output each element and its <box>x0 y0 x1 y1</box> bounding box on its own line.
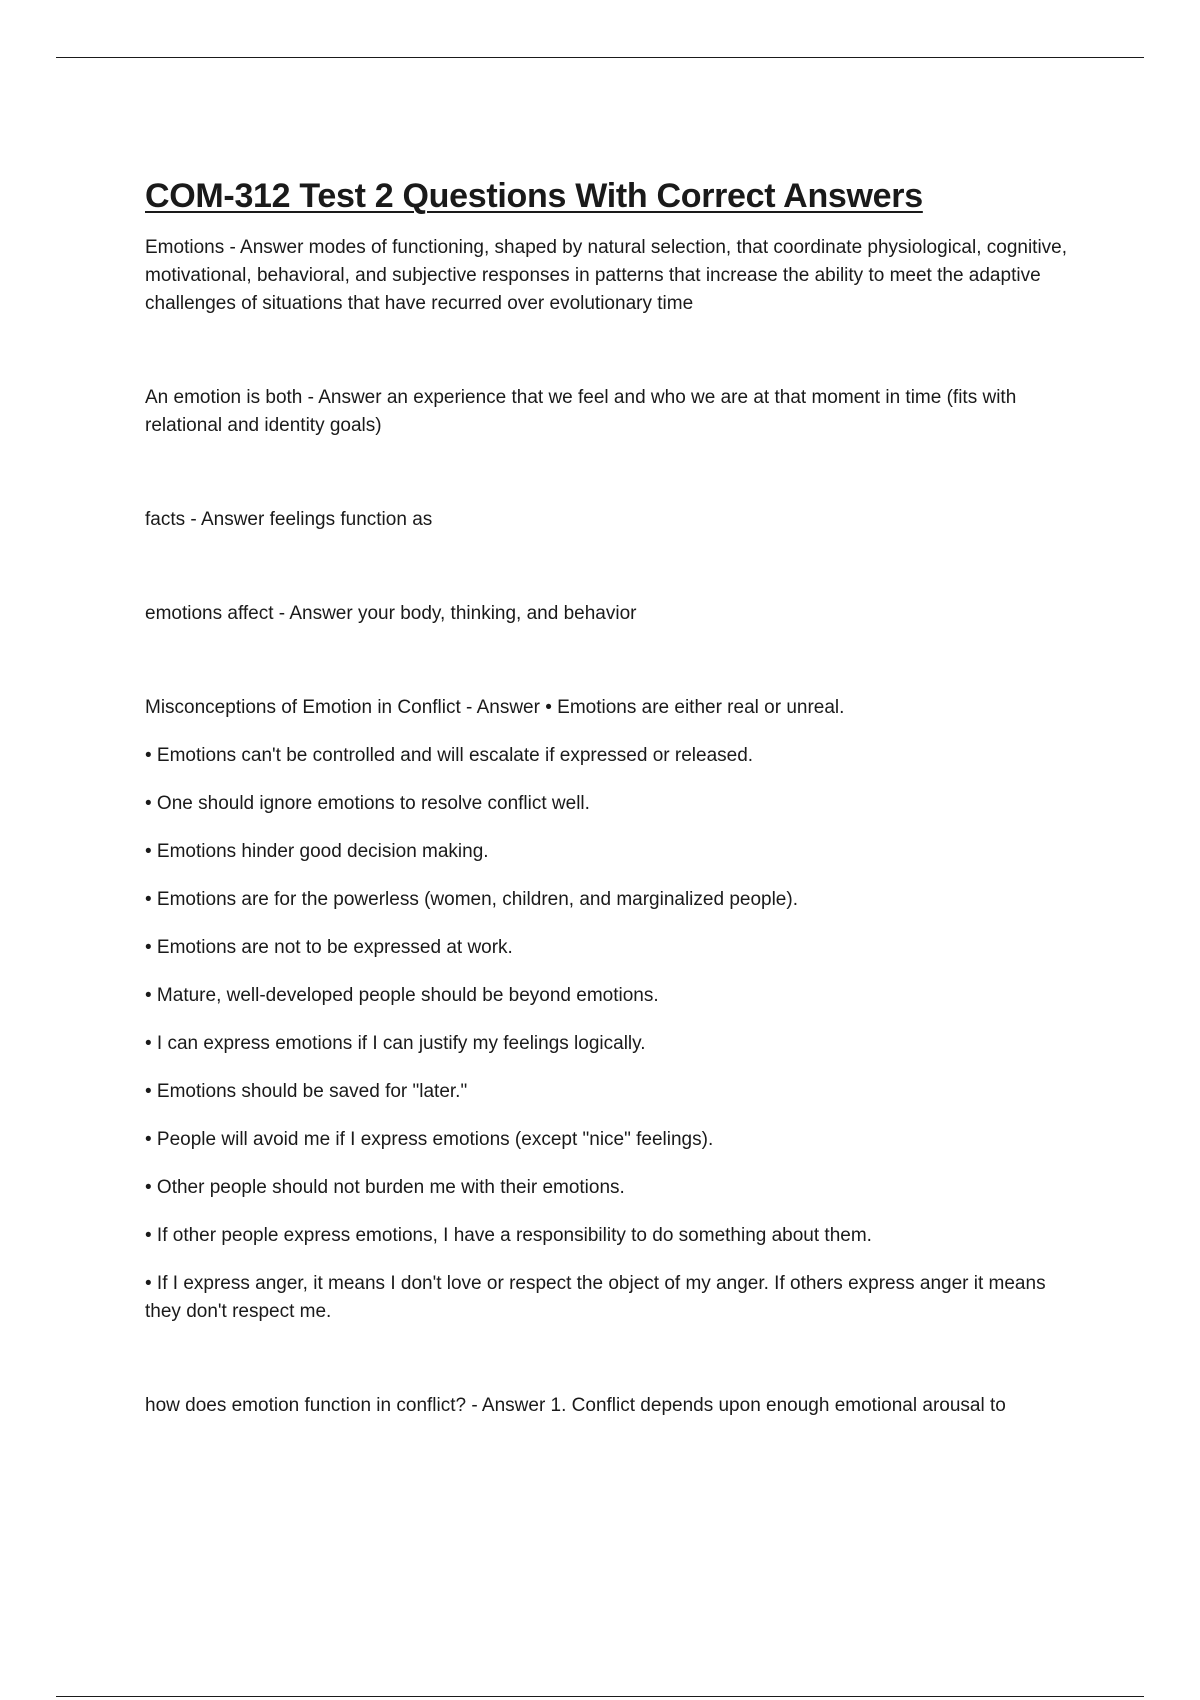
qa-emotion-is-both: An emotion is both - Answer an experience that we feel and who we are at that moment in time (fits with relational and identity goals) <box>145 386 1017 436</box>
qa-emotion-function: how does emotion function in conflict? - Answer 1. Conflict depends upon enough emotional arousal to <box>145 1394 1006 1416</box>
bullet-item: • Emotions are not to be expressed at work. <box>145 936 513 958</box>
bullet-item: • I can express emotions if I can justify my feelings logically. <box>145 1032 646 1054</box>
bullet-item: • People will avoid me if I express emotions (except "nice" feelings). <box>145 1128 714 1150</box>
bullet-item: • Mature, well-developed people should be beyond emotions. <box>145 984 659 1006</box>
top-rule <box>56 57 1144 58</box>
qa-facts: facts - Answer feelings function as <box>145 508 433 530</box>
bottom-rule <box>56 1696 1144 1697</box>
qa-misconceptions: Misconceptions of Emotion in Conflict - Answer • Emotions are either real or unreal. <box>145 696 845 718</box>
page-content <box>145 176 1085 1420</box>
bullet-item: • Emotions should be saved for "later." <box>145 1080 468 1102</box>
qa-emotions: Emotions - Answer modes of functioning, shaped by natural selection, that coordinate physiological, cognitive, motivational, behavioral, and subjective responses in patterns that increase the ability to meet the adaptive challenges of situations that have recurred over evolutionary time <box>145 236 1068 314</box>
document-title: COM-312 Test 2 Questions With Correct Answers <box>145 177 923 215</box>
bullet-item: • One should ignore emotions to resolve conflict well. <box>145 792 590 814</box>
bullet-item: • Other people should not burden me with their emotions. <box>145 1176 625 1198</box>
bullet-item: • Emotions are for the powerless (women, children, and marginalized people). <box>145 888 798 910</box>
bullet-item: • Emotions hinder good decision making. <box>145 840 489 862</box>
qa-emotions-affect: emotions affect - Answer your body, thinking, and behavior <box>145 602 637 624</box>
bullet-item: • If other people express emotions, I have a responsibility to do something about them. <box>145 1224 872 1246</box>
bullet-item: • Emotions can't be controlled and will escalate if expressed or released. <box>145 744 754 766</box>
bullet-item: • If I express anger, it means I don't love or respect the object of my anger. If others express anger it means they don't respect me. <box>145 1272 1046 1322</box>
